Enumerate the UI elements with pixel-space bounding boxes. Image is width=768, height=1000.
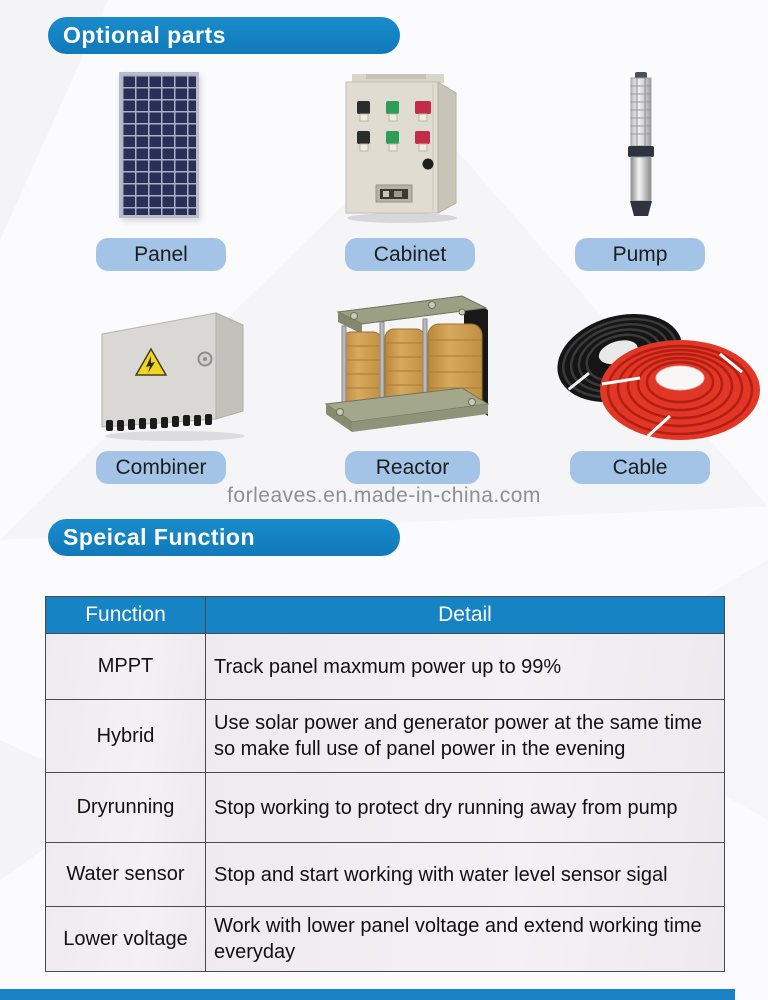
seller-watermark: forleaves.en.made-in-china.com — [227, 484, 541, 507]
next-section-banner-edge — [0, 989, 735, 1000]
solar-panel-image — [119, 72, 199, 218]
function-cell: Hybrid — [46, 700, 206, 773]
control-cabinet-image — [336, 68, 470, 226]
reactor-image — [312, 286, 498, 446]
table-header-row — [46, 597, 725, 634]
section-title-special-function: Speical Function — [48, 519, 400, 556]
table-row — [46, 907, 725, 972]
detail-cell: Work with lower panel voltage and extend working time everyday — [206, 907, 725, 972]
cable-coils-image — [528, 288, 768, 448]
product-label-pump: Pump — [575, 238, 705, 271]
section-title-optional-parts: Optional parts — [48, 17, 400, 54]
product-label-cable: Cable — [570, 451, 710, 484]
function-cell: Dryrunning — [46, 773, 206, 843]
product-label-panel: Panel — [96, 238, 226, 271]
detail-cell: Stop working to protect dry running away from pump — [206, 773, 725, 843]
column-header-detail: Detail — [206, 597, 725, 634]
table-row — [46, 773, 725, 843]
product-label-cabinet: Cabinet — [345, 238, 475, 271]
product-label-combiner: Combiner — [96, 451, 226, 484]
table-row — [46, 634, 725, 700]
detail-cell: Track panel maxmum power up to 99% — [206, 634, 725, 700]
function-cell: Lower voltage — [46, 907, 206, 972]
table-row — [46, 700, 725, 773]
combiner-box-image — [90, 292, 265, 444]
detail-cell: Stop and start working with water level sensor sigal — [206, 843, 725, 907]
product-label-reactor: Reactor — [345, 451, 480, 484]
table-row — [46, 843, 725, 907]
submersible-pump-image — [618, 70, 664, 218]
function-cell: Water sensor — [46, 843, 206, 907]
function-table — [45, 596, 725, 972]
detail-cell: Use solar power and generator power at the same time so make full use of panel power in the evening — [206, 700, 725, 773]
function-cell: MPPT — [46, 634, 206, 700]
column-header-function: Function — [46, 597, 206, 634]
